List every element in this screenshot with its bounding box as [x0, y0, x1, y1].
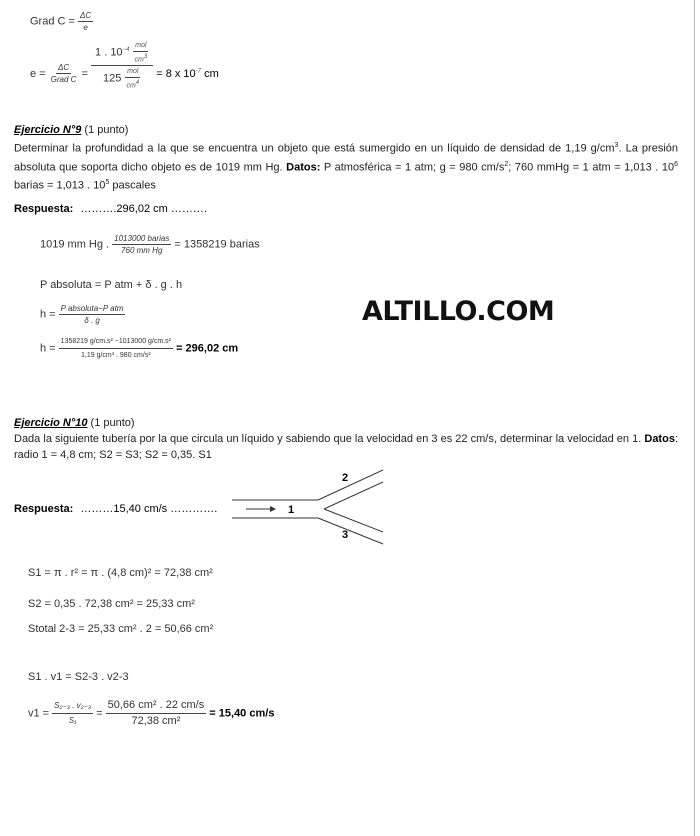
pipe-label-3: 3	[342, 529, 349, 541]
ex10-title: Ejercicio N°10	[14, 417, 88, 429]
ex10-answer-label: Respuesta:	[14, 503, 74, 515]
ex9-h-label: h =	[40, 308, 56, 321]
e-formula	[30, 38, 219, 90]
ex9-body-2: . La presión absoluta que soporta dicho objeto es de 1019 mm Hg.	[14, 142, 678, 174]
ex9-points: (1 punto)	[81, 124, 129, 136]
ex9-h-denominator: δ . g	[84, 316, 100, 325]
e-denominator: Grad C	[50, 75, 77, 85]
ex10-v1-result: = 15,40 cm/s	[209, 707, 275, 720]
grad-c-fraction	[78, 10, 93, 33]
branch-2-outer	[318, 470, 383, 500]
ex9-body-5: barias = 1,013 . 10	[14, 179, 106, 192]
ex9-h-formula	[40, 303, 125, 326]
ex10-s2-line: S2 = 0,35 . 72,38 cm² = 25,33 cm²	[28, 598, 195, 610]
big-num-value: 1 . 10	[95, 46, 123, 59]
ex10-v1-numerator: S₂₋₃ . v₂₋₃	[52, 699, 93, 714]
e-equals: =	[81, 67, 88, 80]
ex9-title: Ejercicio N°9	[14, 124, 82, 136]
ex9-h-fraction	[59, 303, 126, 326]
ex9-answer	[14, 203, 207, 215]
ex9-conv-result: = 1358219 barias	[174, 238, 260, 251]
big-num-exp: −4	[122, 46, 130, 53]
ex9-pabs-formula: P absoluta = P atm + δ . g . h	[40, 279, 183, 291]
e-big-numerator	[91, 40, 153, 66]
ex10-answer	[14, 503, 217, 515]
ex9-h2-formula	[40, 335, 238, 362]
ex9-statement	[14, 122, 678, 194]
ex9-conv-pre: 1019 mm Hg .	[40, 238, 110, 251]
pipe-diagram	[228, 466, 388, 546]
ex9-body-1-exp: 3	[614, 142, 619, 149]
grad-c-label: Grad C =	[30, 15, 75, 28]
e-label: e =	[30, 67, 46, 80]
ex10-v1-equals: =	[96, 707, 103, 720]
ex10-v1-label: v1 =	[28, 707, 50, 720]
ex10-points: (1 punto)	[87, 417, 135, 429]
page-edge	[694, 0, 695, 836]
big-num-unit-bottom	[132, 52, 149, 65]
ex10-v1-numerator-2: 50,66 cm² . 22 cm/s	[106, 698, 207, 714]
big-num-unit-top: mol	[133, 40, 148, 52]
ex9-body-6: pascales	[109, 179, 156, 192]
grad-c-numerator: ΔC	[80, 11, 92, 20]
ex10-answer-value: ………15,40 cm/s ………….	[80, 503, 218, 515]
ex10-v1-fraction-2	[106, 698, 207, 729]
ex10-datos-label: Datos	[644, 433, 675, 445]
big-num-unit-bot-exp: 3	[143, 54, 148, 60]
ex9-answer-value: ……….296,02 cm ……….	[80, 203, 207, 215]
big-num-unit-bot-text: cm	[134, 56, 144, 64]
ex9-h-numerator: P absoluta−P atm	[60, 304, 124, 313]
ex10-continuity-line: S1 . v1 = S2-3 . v2-3	[28, 671, 129, 683]
branch-3-outer	[318, 518, 383, 544]
ex9-h2-denominator: 1,19 g/cm³ . 980 cm/s²	[81, 352, 151, 359]
e-result	[156, 68, 219, 80]
ex9-body-4: ; 760 mmHg = 1 atm = 1,013 . 10	[508, 161, 675, 174]
ex9-answer-label: Respuesta:	[14, 203, 74, 215]
ex10-v1-denominator: S₁	[68, 716, 77, 725]
e-result-post: cm	[201, 67, 219, 80]
big-den-unit-bottom	[124, 78, 141, 91]
big-den-unit	[124, 66, 141, 91]
ex9-conv-numerator: 1013000 barias	[114, 234, 170, 243]
ex9-body-3-exp: 2	[504, 160, 509, 168]
ex9-h2-numerator: 1358219 g/cm.s² −1013000 g/cm.s²	[59, 335, 173, 349]
ex9-body-1: Determinar la profundidad a la que se encuentra un objeto que está sumergido en un líquido de densidad de 1,19 g/cm	[14, 142, 615, 155]
grad-c-formula	[30, 10, 93, 33]
pipe-label-2: 2	[342, 472, 349, 484]
pipe-label-1: 1	[288, 504, 295, 516]
ex10-v1-formula	[28, 698, 274, 729]
e-numerator: ΔC	[57, 63, 70, 73]
ex10-body-2: : radio 1 = 4,8 cm; S2 = S3; S2 = 0,35. S1	[14, 433, 678, 461]
altillo-watermark: ALTILLO.COM	[362, 296, 555, 327]
big-den-unit-bot-exp: 4	[135, 80, 140, 87]
branch-2-inner	[324, 482, 383, 509]
ex9-conversion	[40, 233, 260, 256]
ex9-conv-denominator: 760 mm Hg	[121, 246, 163, 255]
ex10-v1-fraction	[52, 699, 93, 728]
ex9-h2-label: h =	[40, 342, 56, 355]
e-result-exp: -7	[195, 68, 202, 75]
e-big-denominator	[101, 66, 143, 91]
ex10-stotal-line: Stotal 2-3 = 25,33 cm² . 2 = 50,66 cm²	[28, 623, 214, 635]
e-fraction	[49, 62, 79, 85]
e-result-pre: = 8 x 10	[156, 67, 196, 80]
ex9-conv-fraction	[112, 233, 171, 256]
big-den-value: 125	[103, 72, 122, 85]
ex9-h2-result: = 296,02 cm	[176, 342, 239, 355]
ex9-body-3: P atmosférica = 1 atm; g = 980 cm/s	[320, 161, 505, 174]
ex9-body-4-exp: 6	[674, 160, 678, 168]
ex9-h2-fraction	[59, 335, 173, 362]
ex10-body-1: Dada la siguiente tubería por la que circula un líquido y sabiendo que la velocidad en 3 es 22 cm/s, determinar la velocidad en 1.	[14, 433, 645, 445]
ex9-datos-label: Datos:	[286, 161, 321, 174]
ex10-s1-line: S1 = π . r² = π . (4,8 cm)² = 72,38 cm²	[28, 567, 213, 579]
big-den-unit-top: mol	[125, 66, 140, 78]
flow-arrow-head	[270, 506, 276, 512]
big-num-unit	[132, 40, 149, 65]
big-den-unit-bot-text: cm	[126, 82, 136, 90]
branch-3-inner	[324, 509, 383, 532]
ex9-body-5-exp: 5	[105, 179, 110, 187]
ex10-statement	[14, 415, 678, 463]
e-big-fraction	[91, 40, 153, 92]
ex10-v1-denominator-2: 72,38 cm²	[131, 715, 181, 727]
grad-c-denominator: e	[83, 23, 88, 32]
